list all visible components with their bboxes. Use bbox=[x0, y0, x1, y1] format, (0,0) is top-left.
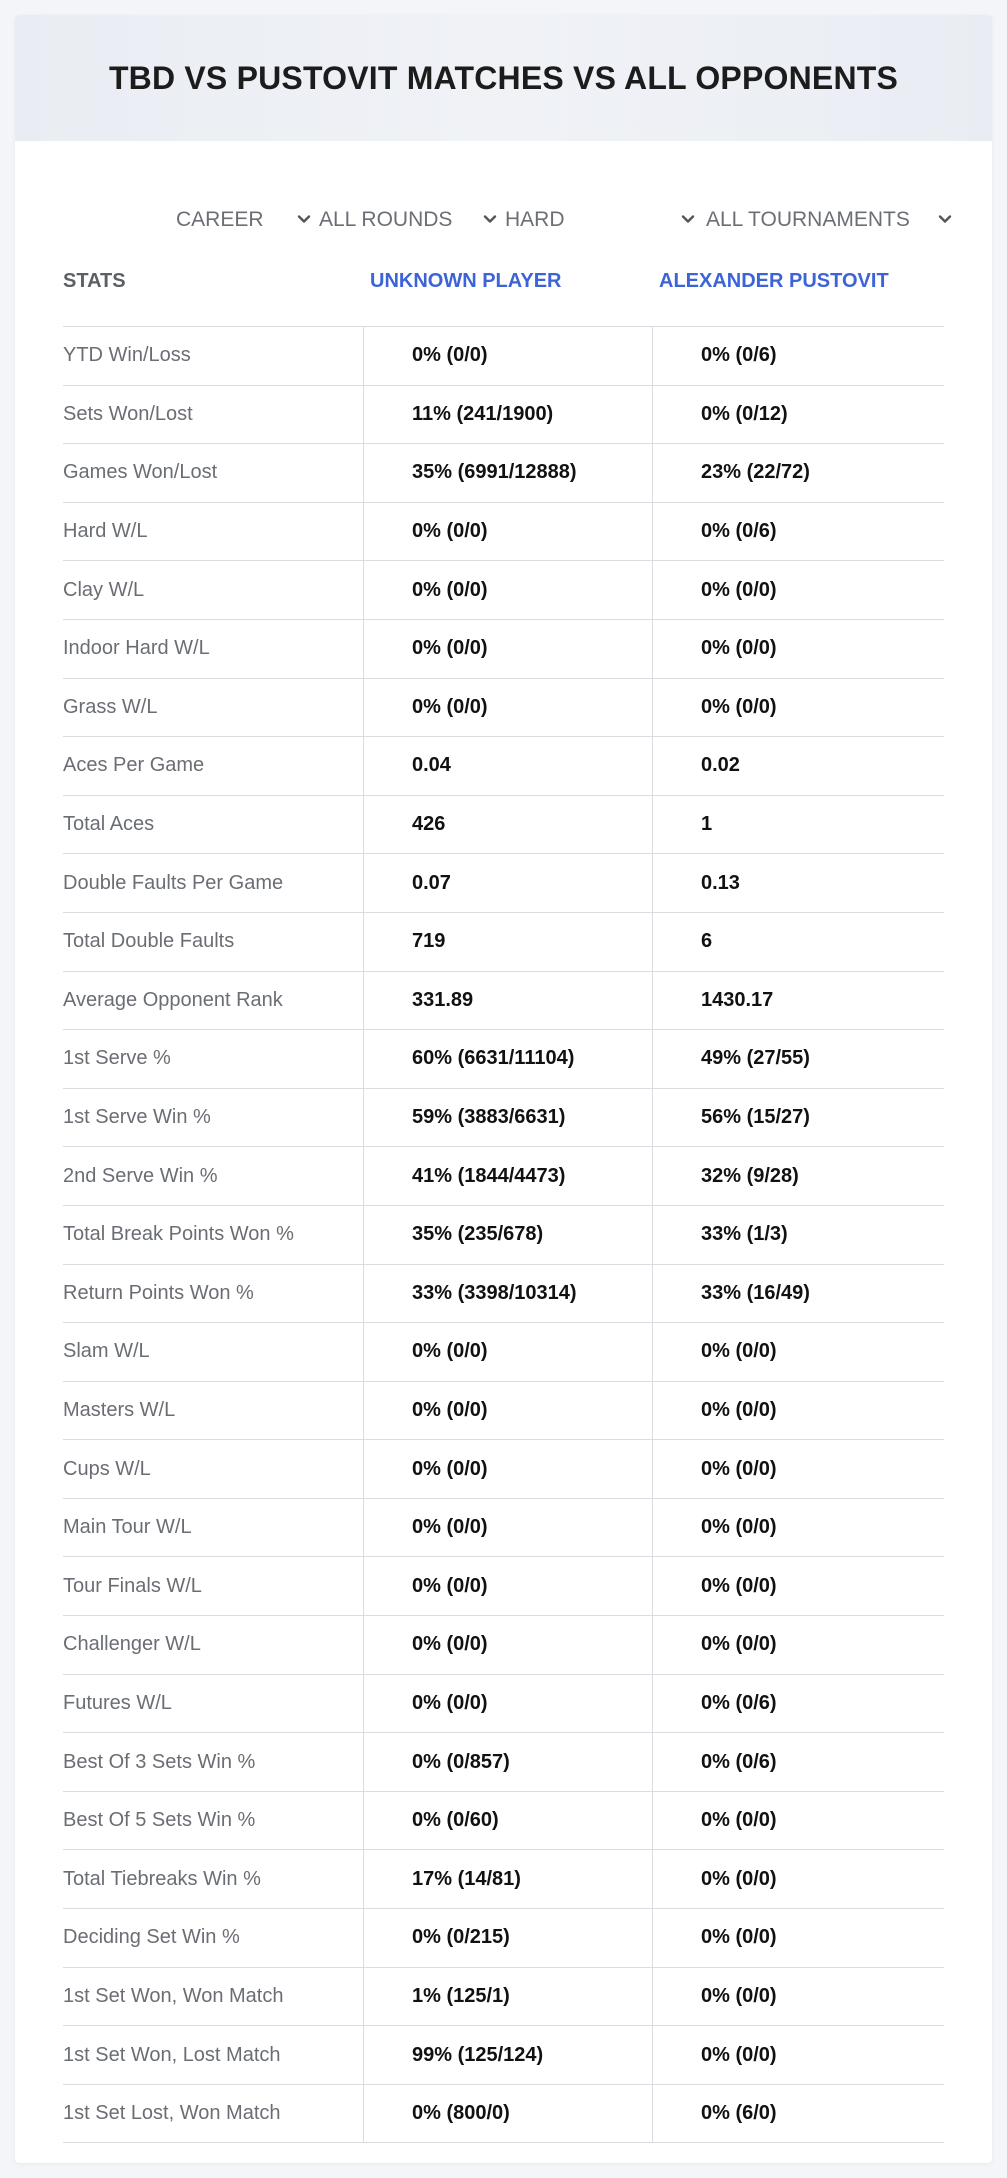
player2-stat-value: 0% (0/0) bbox=[652, 1557, 944, 1615]
player1-stat-value: 0.04 bbox=[363, 737, 652, 795]
chevron-down-icon bbox=[295, 210, 313, 228]
player1-stat-value: 59% (3883/6631) bbox=[363, 1089, 652, 1147]
table-row bbox=[63, 1557, 944, 1616]
stat-label: 1st Set Won, Won Match bbox=[63, 1984, 284, 2007]
stat-label: Sets Won/Lost bbox=[63, 402, 193, 425]
player2-stat-value: 1430.17 bbox=[652, 972, 944, 1030]
table-row bbox=[63, 1968, 944, 2027]
player1-stat-value: 99% (125/124) bbox=[363, 2026, 652, 2084]
stat-label: Tour Finals W/L bbox=[63, 1574, 202, 1597]
table-row bbox=[63, 1792, 944, 1851]
stat-label: 2nd Serve Win % bbox=[63, 1164, 218, 1187]
player2-stat-value: 0% (0/0) bbox=[652, 561, 944, 619]
chevron-down-icon bbox=[481, 210, 499, 228]
table-row bbox=[63, 1499, 944, 1558]
player2-stat-value: 0% (0/0) bbox=[652, 1499, 944, 1557]
player1-stat-value: 0% (0/0) bbox=[363, 679, 652, 737]
player1-stat-value: 0% (0/215) bbox=[363, 1909, 652, 1967]
player2-stat-value: 33% (16/49) bbox=[652, 1265, 944, 1323]
table-row bbox=[63, 561, 944, 620]
stat-label: Futures W/L bbox=[63, 1691, 172, 1714]
player2-stat-value: 0% (0/0) bbox=[652, 1968, 944, 2026]
player1-stat-value: 0% (0/857) bbox=[363, 1733, 652, 1791]
table-row bbox=[63, 1616, 944, 1675]
stat-label: Average Opponent Rank bbox=[63, 988, 283, 1011]
stat-label: Total Double Faults bbox=[63, 930, 235, 953]
player1-stat-value: 426 bbox=[363, 796, 652, 854]
stat-label: Cups W/L bbox=[63, 1457, 151, 1480]
period-select[interactable] bbox=[176, 202, 313, 238]
stat-label: Best Of 3 Sets Win % bbox=[63, 1750, 256, 1773]
stat-label: 1st Set Won, Lost Match bbox=[63, 2043, 281, 2066]
stat-label: 1st Serve Win % bbox=[63, 1106, 211, 1129]
player1-stat-value: 0% (800/0) bbox=[363, 2085, 652, 2143]
player2-stat-value: 0% (0/0) bbox=[652, 1323, 944, 1381]
player2-stat-value: 0% (0/6) bbox=[652, 503, 944, 561]
table-header bbox=[63, 250, 944, 327]
table-row bbox=[63, 1265, 944, 1324]
player1-stat-value: 0% (0/0) bbox=[363, 1675, 652, 1733]
card-header bbox=[15, 15, 992, 141]
player1-stat-value: 0.07 bbox=[363, 854, 652, 912]
player1-stat-value: 0% (0/0) bbox=[363, 1616, 652, 1674]
player2-stat-value: 0% (0/6) bbox=[652, 1675, 944, 1733]
table-row bbox=[63, 1030, 944, 1089]
player2-stat-value: 0% (0/0) bbox=[652, 1440, 944, 1498]
table-row bbox=[63, 2085, 944, 2144]
player1-stat-value: 0% (0/0) bbox=[363, 620, 652, 678]
table-row bbox=[63, 679, 944, 738]
table-row bbox=[63, 1147, 944, 1206]
player2-stat-value: 0.02 bbox=[652, 737, 944, 795]
stat-label: Return Points Won % bbox=[63, 1281, 254, 1304]
player2-stat-value: 56% (15/27) bbox=[652, 1089, 944, 1147]
player2-stat-value: 0% (0/0) bbox=[652, 620, 944, 678]
table-row bbox=[63, 503, 944, 562]
player2-stat-value: 6 bbox=[652, 913, 944, 971]
player2-stat-value: 33% (1/3) bbox=[652, 1206, 944, 1264]
tournaments-select-value: ALL TOURNAMENTS bbox=[706, 208, 910, 231]
period-select-value: CAREER bbox=[176, 208, 264, 231]
player2-stat-value: 0% (0/0) bbox=[652, 2026, 944, 2084]
table-row bbox=[63, 972, 944, 1031]
stat-label: Slam W/L bbox=[63, 1340, 150, 1363]
player1-stat-value: 0% (0/0) bbox=[363, 1440, 652, 1498]
page-title: TBD VS PUSTOVIT MATCHES VS ALL OPPONENTS bbox=[108, 59, 899, 96]
player1-stat-value: 0% (0/0) bbox=[363, 327, 652, 385]
stat-label: 1st Set Lost, Won Match bbox=[63, 2102, 281, 2125]
player1-stat-value: 331.89 bbox=[363, 972, 652, 1030]
player2-stat-value: 1 bbox=[652, 796, 944, 854]
stat-label: Hard W/L bbox=[63, 520, 148, 543]
stat-label: Challenger W/L bbox=[63, 1633, 201, 1656]
player2-stat-value: 0% (0/0) bbox=[652, 1792, 944, 1850]
player2-stat-value: 0% (0/0) bbox=[652, 679, 944, 737]
stat-label: Clay W/L bbox=[63, 578, 145, 601]
table-row bbox=[63, 1675, 944, 1734]
table-row bbox=[63, 1733, 944, 1792]
table-body bbox=[63, 327, 944, 2143]
stat-label: Total Break Points Won % bbox=[63, 1223, 294, 1246]
filter-bar bbox=[15, 190, 992, 250]
table-row bbox=[63, 1440, 944, 1499]
surface-select-value: HARD bbox=[505, 208, 565, 231]
table-row bbox=[63, 1909, 944, 1968]
table-row bbox=[63, 1206, 944, 1265]
table-row bbox=[63, 444, 944, 503]
player1-stat-value: 0% (0/0) bbox=[363, 1557, 652, 1615]
column-header-stats: STATS bbox=[63, 270, 126, 292]
stat-label: Main Tour W/L bbox=[63, 1516, 192, 1539]
table-row bbox=[63, 386, 944, 445]
table-row bbox=[63, 854, 944, 913]
player1-stat-value: 0% (0/60) bbox=[363, 1792, 652, 1850]
player2-stat-value: 49% (27/55) bbox=[652, 1030, 944, 1088]
player2-stat-value: 32% (9/28) bbox=[652, 1147, 944, 1205]
stats-card bbox=[15, 15, 992, 2163]
stat-label: Aces Per Game bbox=[63, 754, 205, 777]
column-header-player1-link[interactable]: UNKNOWN PLAYER bbox=[370, 270, 562, 292]
player1-stat-value: 0% (0/0) bbox=[363, 1323, 652, 1381]
player2-stat-value: 23% (22/72) bbox=[652, 444, 944, 502]
surface-select[interactable] bbox=[505, 202, 697, 238]
stat-label: Games Won/Lost bbox=[63, 461, 218, 484]
table-row bbox=[63, 1089, 944, 1148]
player1-stat-value: 719 bbox=[363, 913, 652, 971]
player2-stat-value: 0% (0/0) bbox=[652, 1382, 944, 1440]
player2-stat-value: 0% (0/0) bbox=[652, 1616, 944, 1674]
stat-label: Grass W/L bbox=[63, 695, 158, 718]
table-row bbox=[63, 796, 944, 855]
stat-label: Indoor Hard W/L bbox=[63, 637, 210, 660]
stats-table bbox=[63, 250, 944, 2143]
player2-stat-value: 0% (0/0) bbox=[652, 1909, 944, 1967]
rounds-select[interactable] bbox=[319, 202, 499, 238]
player2-stat-value: 0% (0/12) bbox=[652, 386, 944, 444]
player1-stat-value: 35% (235/678) bbox=[363, 1206, 652, 1264]
tournaments-select[interactable] bbox=[706, 202, 954, 238]
stat-label: 1st Serve % bbox=[63, 1047, 171, 1070]
table-row bbox=[63, 1323, 944, 1382]
table-row bbox=[63, 913, 944, 972]
player1-stat-value: 41% (1844/4473) bbox=[363, 1147, 652, 1205]
player2-stat-value: 0.13 bbox=[652, 854, 944, 912]
player2-stat-value: 0% (0/0) bbox=[652, 1850, 944, 1908]
player1-stat-value: 60% (6631/11104) bbox=[363, 1030, 652, 1088]
stat-label: Double Faults Per Game bbox=[63, 871, 284, 894]
chevron-down-icon bbox=[936, 210, 954, 228]
player2-stat-value: 0% (0/6) bbox=[652, 327, 944, 385]
player2-stat-value: 0% (6/0) bbox=[652, 2085, 944, 2143]
rounds-select-value: ALL ROUNDS bbox=[319, 208, 453, 231]
table-row bbox=[63, 1850, 944, 1909]
player1-stat-value: 0% (0/0) bbox=[363, 503, 652, 561]
stat-label: Masters W/L bbox=[63, 1398, 176, 1421]
stat-label: YTD Win/Loss bbox=[63, 344, 191, 367]
player2-stat-value: 0% (0/6) bbox=[652, 1733, 944, 1791]
table-row bbox=[63, 1382, 944, 1441]
stat-label: Deciding Set Win % bbox=[63, 1926, 240, 1949]
player1-stat-value: 0% (0/0) bbox=[363, 1499, 652, 1557]
player1-stat-value: 0% (0/0) bbox=[363, 1382, 652, 1440]
stat-label: Total Aces bbox=[63, 813, 155, 836]
player1-stat-value: 33% (3398/10314) bbox=[363, 1265, 652, 1323]
table-row bbox=[63, 327, 944, 386]
table-row bbox=[63, 620, 944, 679]
stat-label: Total Tiebreaks Win % bbox=[63, 1867, 261, 1890]
player1-stat-value: 17% (14/81) bbox=[363, 1850, 652, 1908]
player1-stat-value: 1% (125/1) bbox=[363, 1968, 652, 2026]
stat-label: Best Of 5 Sets Win % bbox=[63, 1809, 256, 1832]
player1-stat-value: 11% (241/1900) bbox=[363, 386, 652, 444]
table-row bbox=[63, 737, 944, 796]
column-header-player2-link[interactable]: ALEXANDER PUSTOVIT bbox=[659, 270, 889, 292]
player1-stat-value: 0% (0/0) bbox=[363, 561, 652, 619]
player1-stat-value: 35% (6991/12888) bbox=[363, 444, 652, 502]
chevron-down-icon bbox=[679, 210, 697, 228]
table-row bbox=[63, 2026, 944, 2085]
